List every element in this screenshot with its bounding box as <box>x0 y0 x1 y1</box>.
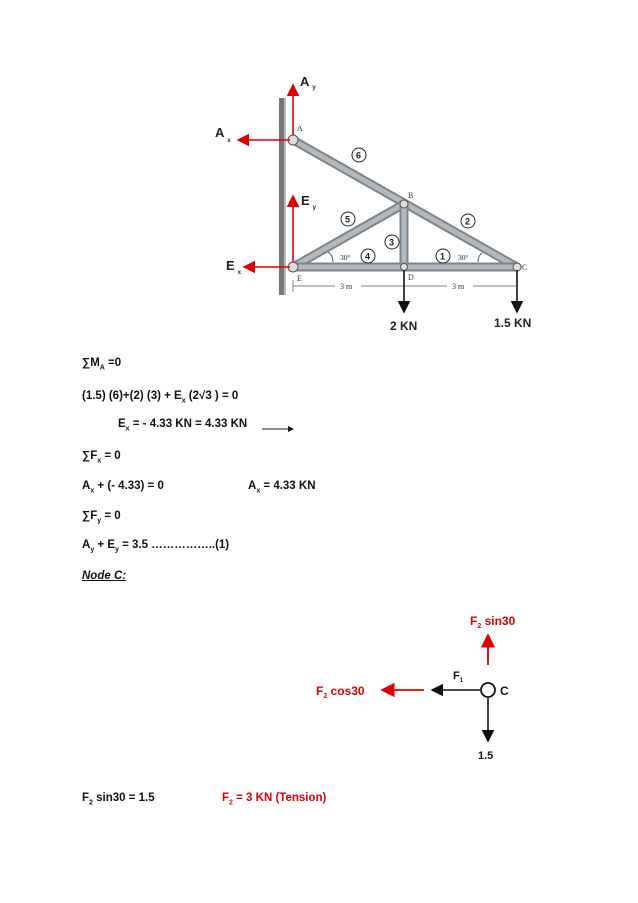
angle-left-label: 30° <box>340 253 351 262</box>
moment-equation: (1.5) (6)+(2) $(3) + E_x$ (2√3 ) = 0 <box>82 390 239 405</box>
joint-d <box>401 264 408 271</box>
svg-text:4: 4 <box>365 251 371 262</box>
node-c-diagram <box>300 605 560 775</box>
f2-sin-label: $F_2$ sin30 <box>470 614 516 630</box>
node-e-label: E <box>297 274 302 283</box>
load-d-label: 2 KN <box>390 319 418 333</box>
sum-fx: $\sum F_x = 0$ <box>82 450 121 465</box>
node-d-label: D <box>408 273 414 282</box>
joint-b <box>400 200 408 208</box>
angle-right-label: 30° <box>458 253 469 262</box>
joint-c <box>513 263 521 271</box>
angle-left-arc <box>328 252 333 262</box>
member-3-tag <box>385 235 399 249</box>
member-1-tag <box>436 249 450 263</box>
ey-label: E $_y$ <box>301 193 317 211</box>
member-6-tag <box>352 148 366 162</box>
f2-equation: $F_2$ sin30 = 1.5 <box>82 792 155 807</box>
ay-label: A $_y$ <box>300 74 316 91</box>
dimension-line <box>293 280 517 292</box>
fy-equation: $A_y + E_y = 3.5$ ……………..(1) <box>82 539 230 554</box>
f1-label: $F_1$ <box>453 670 464 684</box>
sum-fy: $\sum F_y = 0$ <box>82 510 121 525</box>
ex-label: E $_x$ <box>226 258 242 276</box>
dim-right-label: 3 m <box>452 282 465 291</box>
node-c-heading: Node C: <box>82 570 127 582</box>
node-c-label: C <box>522 263 528 272</box>
svg-text:2: 2 <box>465 216 471 227</box>
node-c-circle <box>481 683 495 697</box>
support-wall <box>279 98 286 295</box>
node-a-label: A <box>297 124 303 133</box>
dim-left-label: 3 m <box>340 282 353 291</box>
ax-result: $A_x = 4.33$ KN <box>248 480 316 495</box>
ax-label: $A_x$ <box>215 125 231 144</box>
member-4-tag <box>361 249 375 263</box>
svg-text:6: 6 <box>356 150 362 161</box>
member-5-tag <box>341 212 355 226</box>
svg-text:1: 1 <box>440 251 446 262</box>
ex-result: $E_x$ = - 4.33 KN = 4.33 KN <box>118 418 248 433</box>
load-down-label: 1.5 <box>478 750 494 762</box>
sum-moment-a: $\sum M_A =0$ <box>82 357 122 372</box>
f2-cos-label: $F_2$ cos30 <box>316 684 365 700</box>
svg-text:3: 3 <box>389 237 395 248</box>
truss-figure <box>0 0 638 340</box>
angle-right-arc <box>478 253 482 262</box>
svg-text:5: 5 <box>345 214 351 225</box>
node-c-letter: C <box>500 684 509 698</box>
node-b-label: B <box>408 191 414 200</box>
fx-equation: $A_x$ + (- 4.33) = 0 <box>82 480 164 495</box>
ex-direction-arrow <box>262 424 296 434</box>
load-c-label: 1.5 KN <box>494 316 532 330</box>
f2-result: $F_2 = 3$ KN (Tension) <box>222 792 327 807</box>
member-2-tag <box>461 214 475 228</box>
